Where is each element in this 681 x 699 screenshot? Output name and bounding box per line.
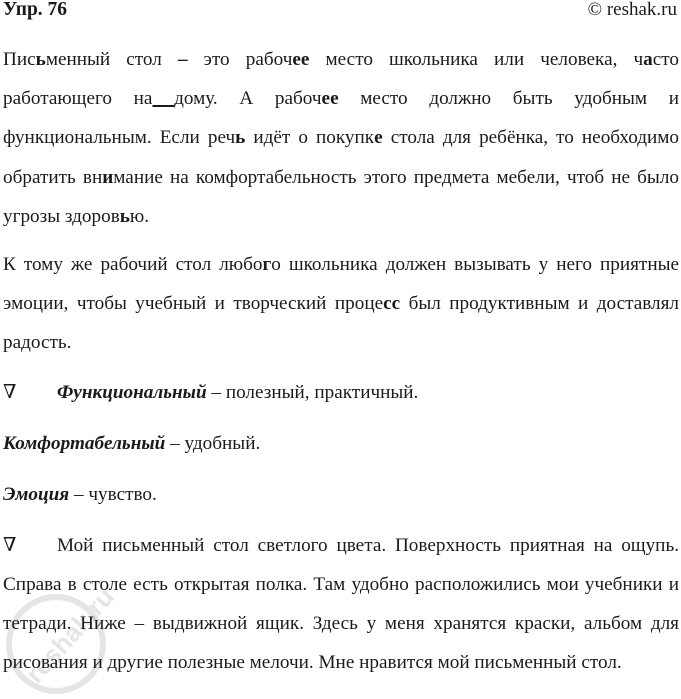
definition-meaning: – удобный. [165, 432, 261, 454]
text-segment: дому. А рабоч [174, 88, 322, 110]
bold-letters: ее [292, 49, 310, 70]
essay-paragraph [3, 526, 679, 683]
text-segment: стола для ребёнка, то необходимо обратить вн [3, 127, 679, 188]
text-segment: Пис [3, 49, 36, 70]
page-header [3, 0, 677, 26]
bold-letters: ь [119, 205, 130, 227]
essay-text: Мой письменный стол светлого цвета. Поверхность приятная на ощупь. Справа в столе есть открытая полка. Там удобно расположились мои учебники и тетради. Ниже – выдвижной ящик. Здесь у меня хранятся краски, альбом для рисования и другие полезные мелочи. Мне нравится мой письменный стол. [3, 534, 679, 674]
bold-letters: ь [235, 127, 246, 149]
definition-meaning: – чувство. [69, 483, 157, 505]
text-segment: идёт о покупк [245, 127, 375, 149]
text-segment: о школьника должен вызывать у него приятные эмоции, чтобы учебный и творческий проце [3, 254, 679, 315]
bold-letters: а [643, 49, 653, 70]
text-segment: К тому же рабочий стол любо [3, 254, 263, 276]
triangle-bullet-icon: ∇ [3, 381, 17, 403]
bold-letters: г [262, 254, 272, 276]
text-segment: сто работающего на [3, 49, 679, 110]
definition-functional [3, 373, 679, 412]
triangle-bullet-icon: ∇ [3, 534, 17, 556]
bold-letters: ь [35, 49, 46, 70]
exercise-title: Упр. 76 [3, 0, 68, 20]
paragraph-1 [3, 40, 679, 236]
bold-letters: и [102, 166, 114, 188]
text-segment: ю. [129, 205, 150, 227]
definition-term: Функциональный [57, 381, 207, 403]
watermark-text: reshak.ru [19, 581, 121, 689]
bold-letters: е [374, 127, 383, 149]
text-segment: место должно быть удобным и функциональным. Если реч [3, 88, 680, 149]
text-segment: был продуктивным и доставлял радость. [3, 293, 680, 354]
definition-term: Комфортабельный [3, 432, 166, 454]
definition-meaning: – полезный, практичный. [206, 381, 419, 403]
bold-letters: сс [383, 293, 401, 315]
paragraph-2 [3, 245, 679, 363]
text-segment: мание на комфортабельность этого предмета мебели, чтоб не было угрозы здоров [3, 166, 679, 227]
site-credit: © reshak.ru [587, 0, 677, 20]
bold-letters: – [177, 49, 188, 70]
text-segment: это рабоч [187, 49, 293, 70]
underlined-space [152, 88, 174, 109]
document-body [3, 40, 679, 692]
definition-emotion [3, 475, 679, 514]
text-segment: менный стол [45, 49, 178, 70]
definition-comfortable [3, 424, 679, 463]
text-segment: место школьника или человека, ч [309, 49, 644, 70]
bold-letters: ее [321, 88, 339, 110]
definition-term: Эмоция [3, 483, 70, 505]
